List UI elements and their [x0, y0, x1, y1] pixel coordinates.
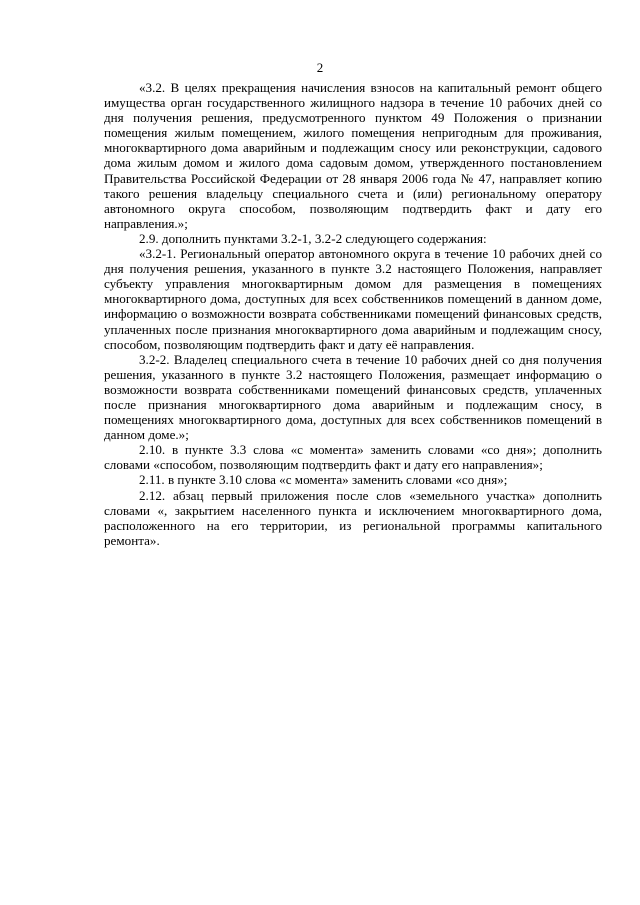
paragraph-3-2-2: 3.2-2. Владелец специального счета в течение 10 рабочих дней со дня получения решения, указанного в пункте 3.2 настоящего Положения, размещает информацию о возможности возврата собственниками помещений финансовых средств, уплаченных после признания многоквартирного дома аварийным и подлежащим сносу, в помещениях многоквартирного дома, доступных для всех собственников помещений в данном доме.»; [104, 351, 602, 443]
paragraph-2-12: 2.12. абзац первый приложения после слов «земельного участка» дополнить словами «, закрытием населенного пункта и исключением многоквартирного дома, расположенного на его территории, из региональной программы капитального ремонта». [104, 487, 602, 548]
paragraph-3-2: «3.2. В целях прекращения начисления взносов на капитальный ремонт общего имущества орган государственного жилищного надзора в течение 10 рабочих дней со дня получения решения, предусмотренного пунктом 49 Положения о признании помещения жилым помещением, жилого помещения непригодным для проживания, многоквартирного дома аварийным и подлежащим сносу или реконструкции, садового дома жилым домом и жилого дома садовым домом, утвержденного постановлением Правительства Российской Федерации от 28 января 2006 года № 47, направляет копию такого решения владельцу специального счета и (или) региональному оператору автономного округа способом, позволяющим подтвердить факт и дату его направления.»; [104, 80, 602, 231]
paragraph-2-10: 2.10. в пункте 3.3 слова «с момента» заменить словами «со дня»; дополнить словами «способом, позволяющим подтвердить факт и дату его направления»; [104, 442, 602, 473]
paragraph-2-9: 2.9. дополнить пунктами 3.2-1, 3.2-2 следующего содержания: [139, 230, 487, 246]
document-body [104, 80, 602, 548]
page-number: 2 [316, 60, 324, 75]
paragraph-2-11: 2.11. в пункте 3.10 слова «с момента» заменить словами «со дня»; [139, 472, 508, 488]
paragraph-3-2-1: «3.2-1. Региональный оператор автономного округа в течение 10 рабочих дней со дня получения решения, указанного в пункте 3.2 настоящего Положения, направляет субъекту управления многоквартирным домом для размещения в помещениях многоквартирного дома, доступных для всех собственников помещений в данном доме, информацию о возможности возврата собственниками помещений финансовых средств, уплаченных после признания многоквартирного дома аварийным и подлежащим сносу, способом, позволяющим подтвердить факт и дату её направления. [104, 246, 602, 352]
